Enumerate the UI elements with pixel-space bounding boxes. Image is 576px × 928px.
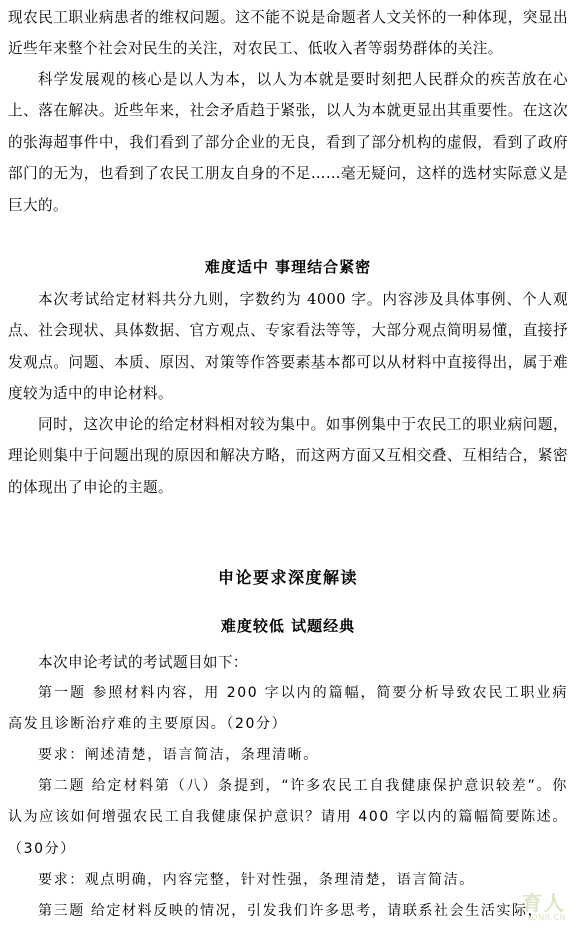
paragraph-4: 同时，这次申论的给定材料相对较为集中。如事例集中于农民工的职业病问题，理论则集中于问题出现的原因和解决方略，而这两方面又互相交叠、互相结合，紧密的体现出了申论的主题。	[8, 416, 568, 496]
paragraph-1: 现农民工职业病患者的维权问题。这不能不说是命题者人文关怀的一种体现，突显出近些年来整个社会对民生的关注，对农民工、低收入者等弱势群体的关注。	[8, 9, 568, 58]
question-3: 第三题 给定材料反映的情况，引发我们许多思考，请联系社会生活实际，	[38, 903, 544, 919]
question-2: 第二题 给定材料第（八）条提到，“许多农民工自我健康保护意识较差”。你认为应该如何增强农民工自我健康保护意识？请用 400 字以内的篇幅简要陈述。（30分）	[8, 778, 568, 857]
section-heading-difficulty: 难度适中 事理结合紧密	[204, 258, 372, 276]
watermark-domain: QNR.CN	[531, 913, 566, 922]
question-2-requirement: 要求：观点明确，内容完整，针对性强，条理清楚，语言简洁。	[38, 872, 475, 888]
watermark-logo-text: 育人	[522, 891, 566, 915]
subsection-heading-questions: 难度较低 试题经典	[220, 617, 356, 635]
paragraph-2: 科学发展观的核心是以人为本，以人为本就是要时刻把人民群众的疾苦放在心上、落在解决。近些年来，社会矛盾趋于紧张，以人为本就更显出其重要性。在这次的张海超事件中，我们看到了部分企业的无良，看到了部分机构的虚假，看到了政府部门的无为，也看到了农民工朋友自身的不足……毫无疑问，这样的选材实际意义是巨大的。	[8, 71, 568, 214]
question-1-requirement: 要求：阐述清楚，语言简洁，条理清晰。	[38, 747, 319, 763]
paragraph-3: 本次考试给定材料共分九则，字数约为 4000 字。内容涉及具体事例、个人观点、社会现状、具体数据、官方观点、专家看法等等，大部分观点简明易懂，直接抒发观点。问题、本质、原因、对策等作答要素基本都可以从材料中直接得出，属于难度较为适中的申论材料。	[8, 291, 568, 403]
site-watermark	[522, 893, 566, 922]
section-heading-requirements: 申论要求深度解读	[217, 568, 358, 587]
paragraph-intro-questions: 本次申论考试的考试题目如下：	[38, 654, 248, 671]
question-1: 第一题 参照材料内容，用 200 字以内的篇幅，简要分析导致农民工职业病高发且诊断治疗难的主要原因。（20分）	[8, 685, 568, 733]
